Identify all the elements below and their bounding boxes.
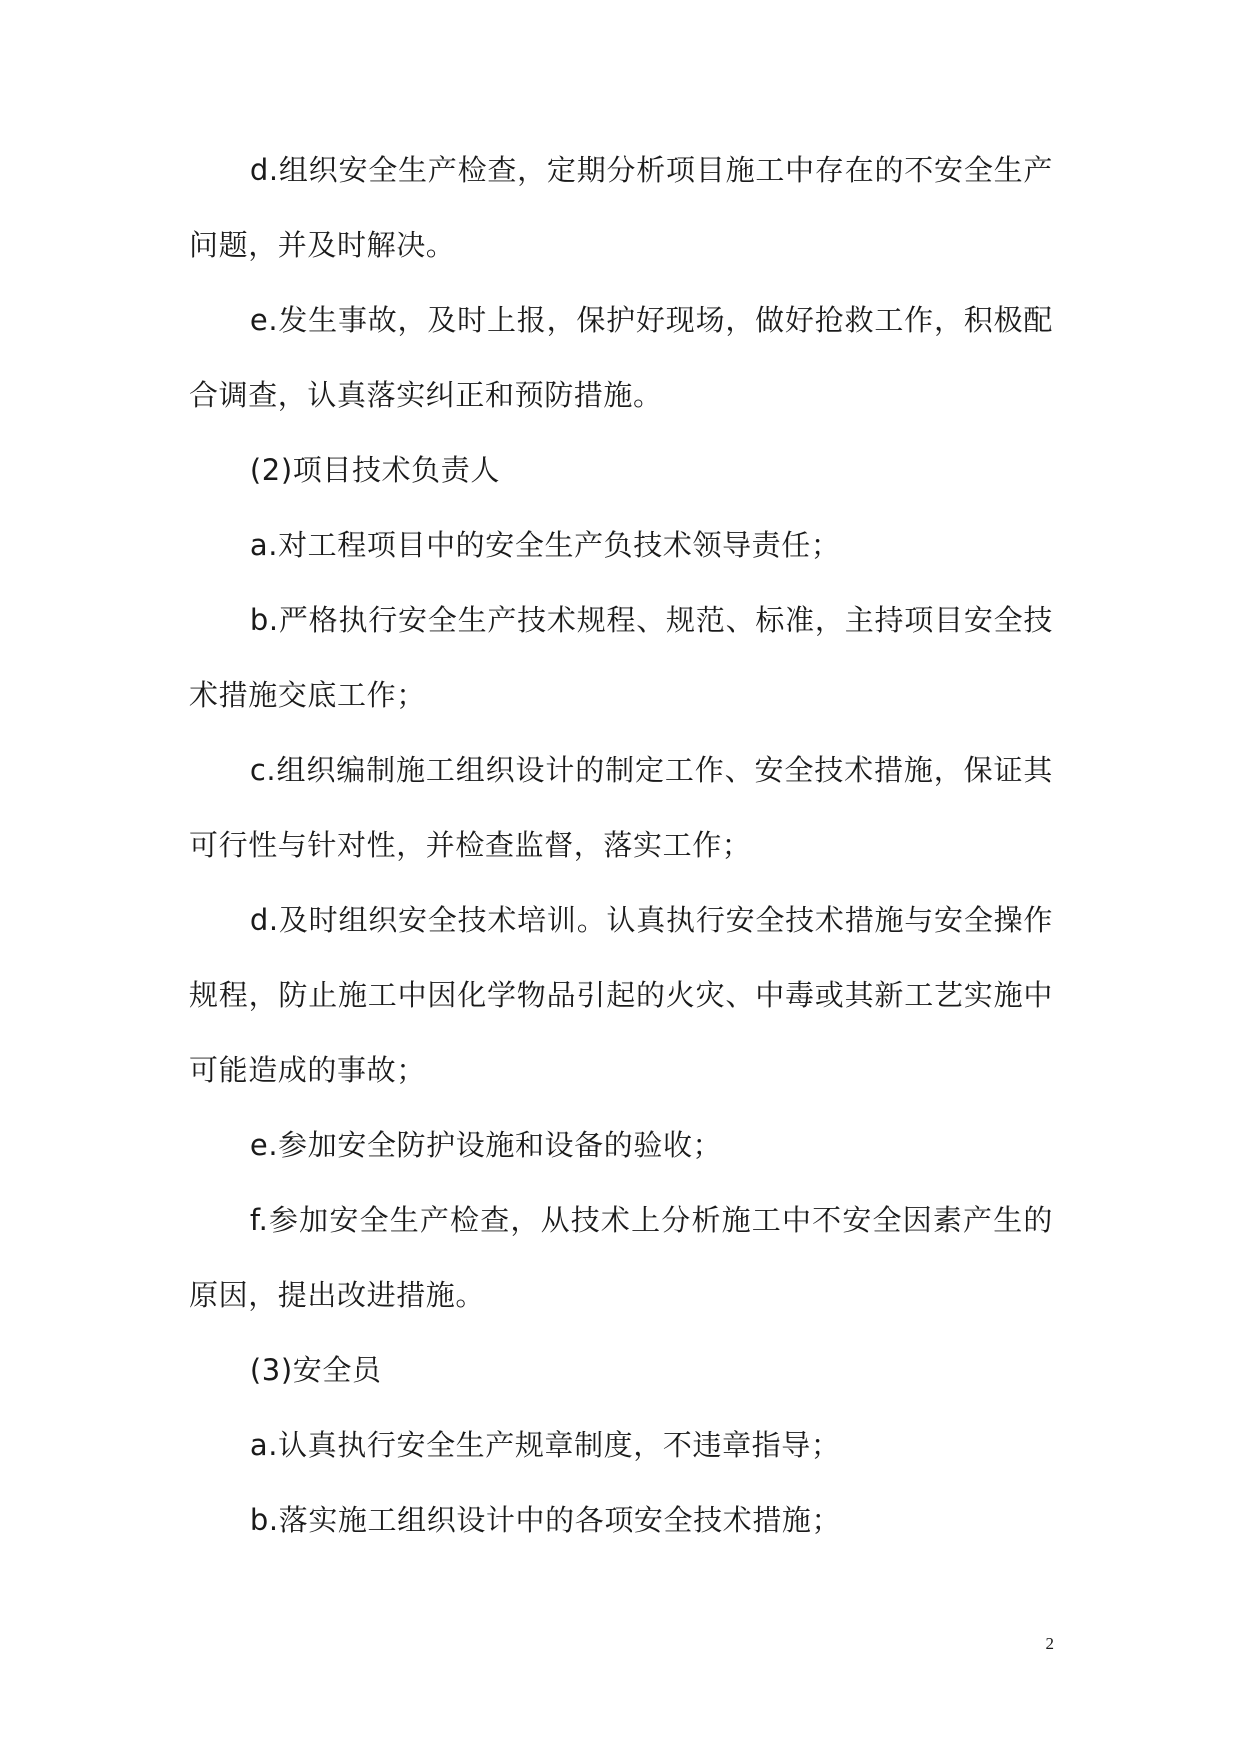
paragraph-a-follow-regulations: a.认真执行安全生产规章制度，不违章指导； xyxy=(249,1428,841,1462)
paragraph-e-accident-report: e.发生事故，及时上报，保护好现场，做好抢救工作，积极配合调查，认真落实纠正和预防措施。 xyxy=(189,303,1053,412)
document-body xyxy=(189,133,1053,1558)
section-heading-technical-lead: (2)项目技术负责人 xyxy=(249,453,500,487)
paragraph-a-technical-responsibility: a.对工程项目中的安全生产负技术领导责任； xyxy=(249,528,841,562)
page-number: 2 xyxy=(1045,1634,1054,1653)
section-heading-safety-officer: (3)安全员 xyxy=(249,1353,382,1387)
paragraph-d-safety-training: d.及时组织安全技术培训。认真执行安全技术措施与安全操作规程，防止施工中因化学物品引起的火灾、中毒或其新工艺实施中可能造成的事故； xyxy=(189,903,1053,1087)
paragraph-e-facility-acceptance: e.参加安全防护设施和设备的验收； xyxy=(249,1128,723,1162)
paragraph-b-technical-standards: b.严格执行安全生产技术规程、规范、标准，主持项目安全技术措施交底工作； xyxy=(189,603,1053,712)
paragraph-f-technical-analysis: f.参加安全生产检查，从技术上分析施工中不安全因素产生的原因，提出改进措施。 xyxy=(189,1203,1053,1312)
paragraph-b-implement-measures: b.落实施工组织设计中的各项安全技术措施； xyxy=(249,1503,842,1537)
paragraph-d-safety-inspection: d.组织安全生产检查，定期分析项目施工中存在的不安全生产问题，并及时解决。 xyxy=(189,153,1053,262)
paragraph-c-construction-design: c.组织编制施工组织设计的制定工作、安全技术措施，保证其可行性与针对性，并检查监督，落实工作； xyxy=(189,753,1053,862)
